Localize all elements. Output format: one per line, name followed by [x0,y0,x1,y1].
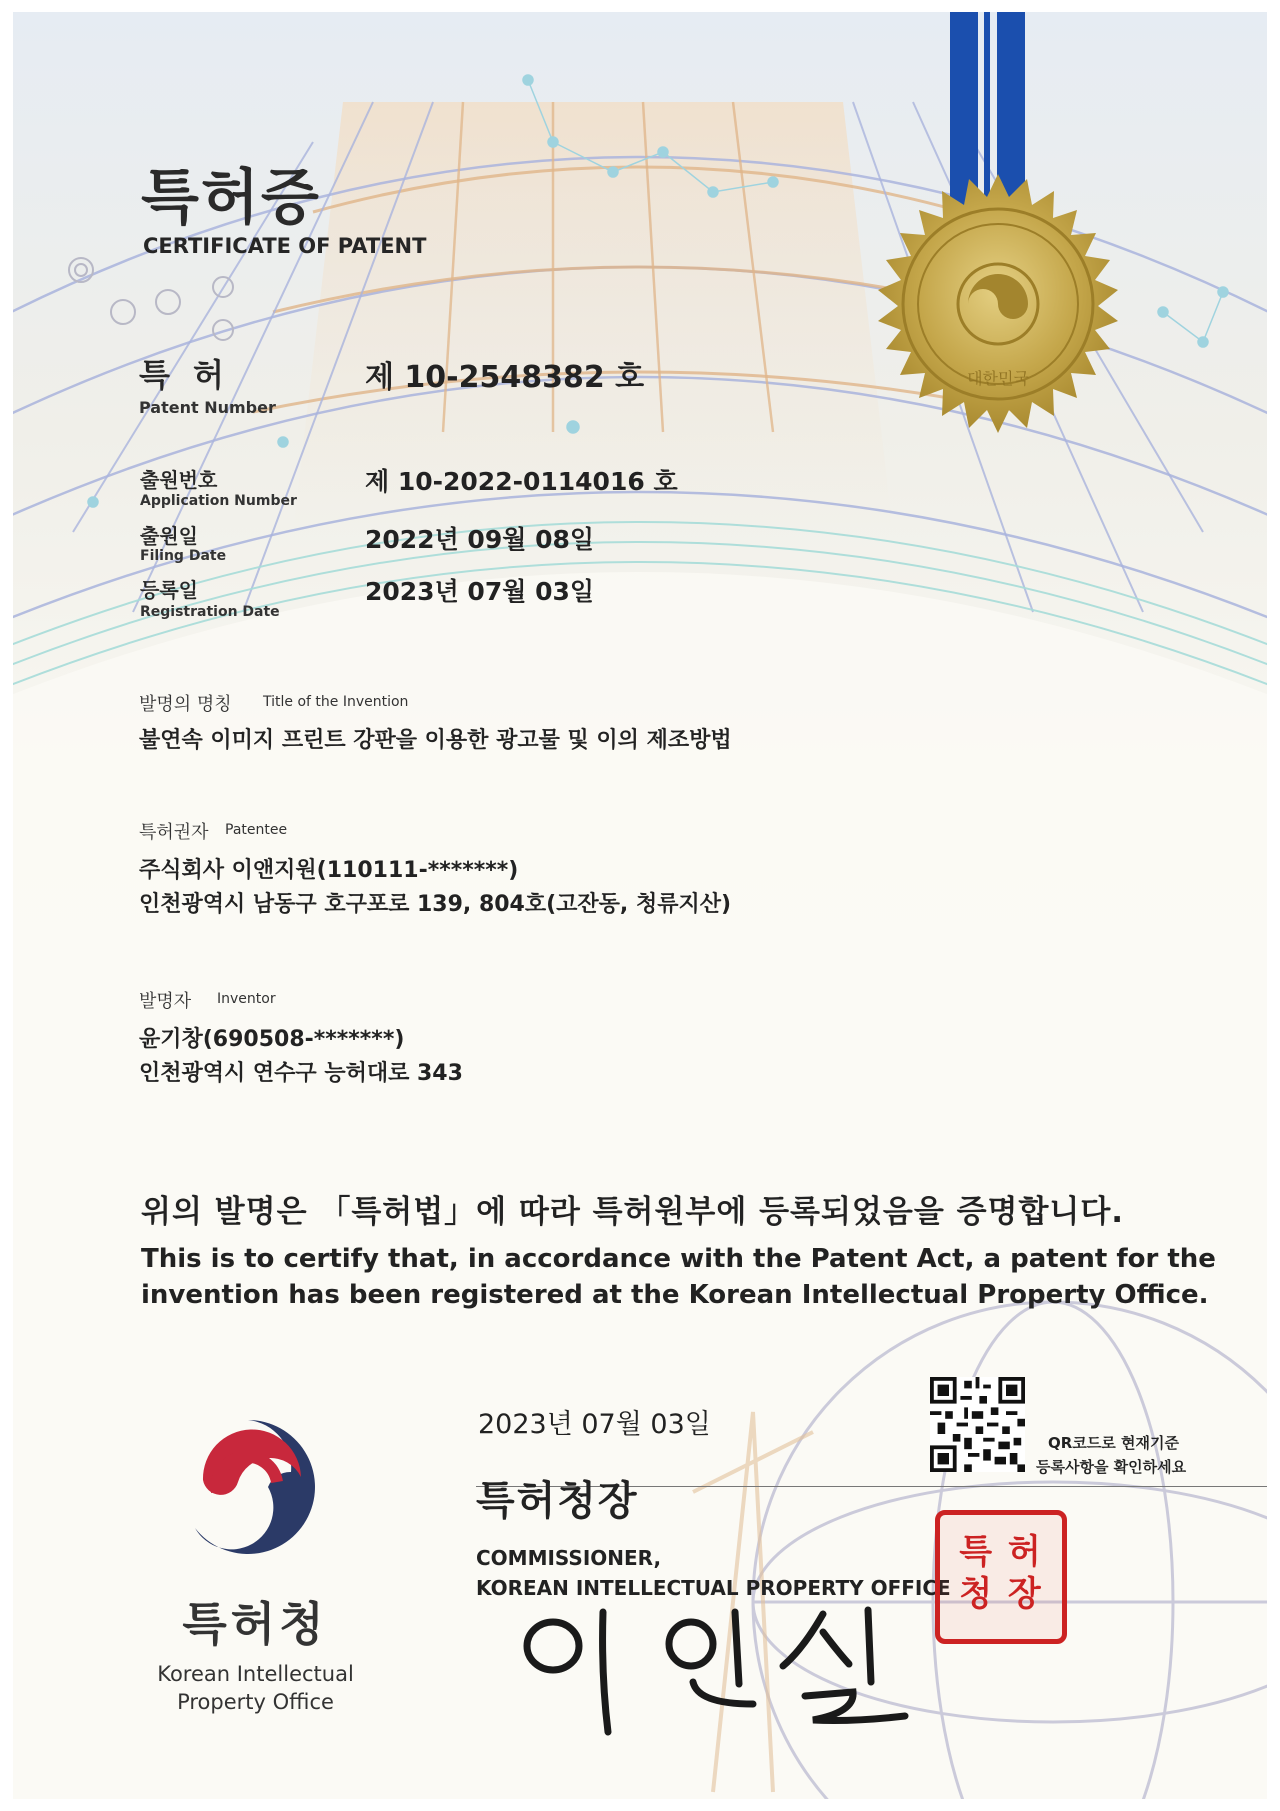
patent-certificate [13,12,1267,1799]
registration-date-label-en: Registration Date [140,604,280,620]
inventor-address: 인천광역시 연수구 능허대로 343 [139,1061,463,1086]
patentee-name: 주식회사 이앤지원(110111-*******) [139,858,519,883]
patentee-label: 특허권자 [139,822,209,843]
invention-title: 불연속 이미지 프린트 강판을 이용한 광고물 및 이의 제조방법 [139,728,732,753]
qr-note-line1: QR코드로 현재기준 [1048,1434,1179,1452]
certification-statement-ko: 위의 발명은 「특허법」에 따라 특허원부에 등록되었음을 증명합니다. [141,1194,1125,1230]
gold-seal-icon [878,174,1118,433]
svg-text:대한민국: 대한민국 [967,369,1029,388]
kipo-logo-icon [173,1412,323,1562]
qr-note-line2: 등록사항을 확인하세요 [1036,1458,1187,1476]
certification-statement-en-1: This is to certify that, in accordance with the Patent Act, a patent for the [141,1244,1216,1274]
kipo-name-en-2: Property Office [177,1690,334,1714]
kipo-name-ko: 특허청 [182,1597,328,1651]
commissioner-title-en-2: KOREAN INTELLECTUAL PROPERTY OFFICE [476,1576,951,1600]
commissioner-title: 특허청장 [476,1478,639,1524]
filing-date-label-en: Filing Date [140,548,227,564]
certificate-subtitle: CERTIFICATE OF PATENT [143,234,427,258]
filing-date-label: 출원일 [140,524,198,548]
seal-glyphs: 특 허 청 장 [959,1532,1043,1614]
inventor-name: 윤기창(690508-*******) [139,1027,405,1052]
patentee-label-en: Patentee [225,822,288,838]
filing-date-value: 2022년 09월 08일 [365,525,595,554]
issue-date: 2023년 07월 03일 [478,1409,711,1440]
inventor-label-en: Inventor [217,991,276,1007]
inventor-label: 발명자 [139,991,192,1012]
certificate-title: 특허증 [141,163,321,233]
patent-number-value: 제 10-2548382 호 [365,360,645,395]
invention-title-label-en: Title of the Invention [263,694,409,710]
registration-date-label: 등록일 [140,578,198,602]
commissioner-title-en-1: COMMISSIONER, [476,1546,662,1570]
patent-number-label: 특 허 [139,356,230,394]
kipo-name-en-1: Korean Intellectual [157,1662,354,1686]
official-seal-stamp [935,1510,1067,1644]
application-number-label-en: Application Number [140,493,297,509]
application-number-value: 제 10-2022-0114016 호 [365,467,678,496]
patentee-address: 인천광역시 남동구 호구포로 139, 804호(고잔동, 청류지산) [139,892,732,917]
invention-title-label: 발명의 명칭 [139,694,232,715]
certification-statement-en-2: invention has been registered at the Korean Intellectual Property Office. [141,1280,1209,1310]
commissioner-signature [513,1604,913,1754]
application-number-label: 출원번호 [140,468,218,492]
patent-number-label-en: Patent Number [139,398,276,417]
qr-code-icon[interactable] [930,1377,1025,1472]
registration-date-value: 2023년 07월 03일 [365,577,595,606]
